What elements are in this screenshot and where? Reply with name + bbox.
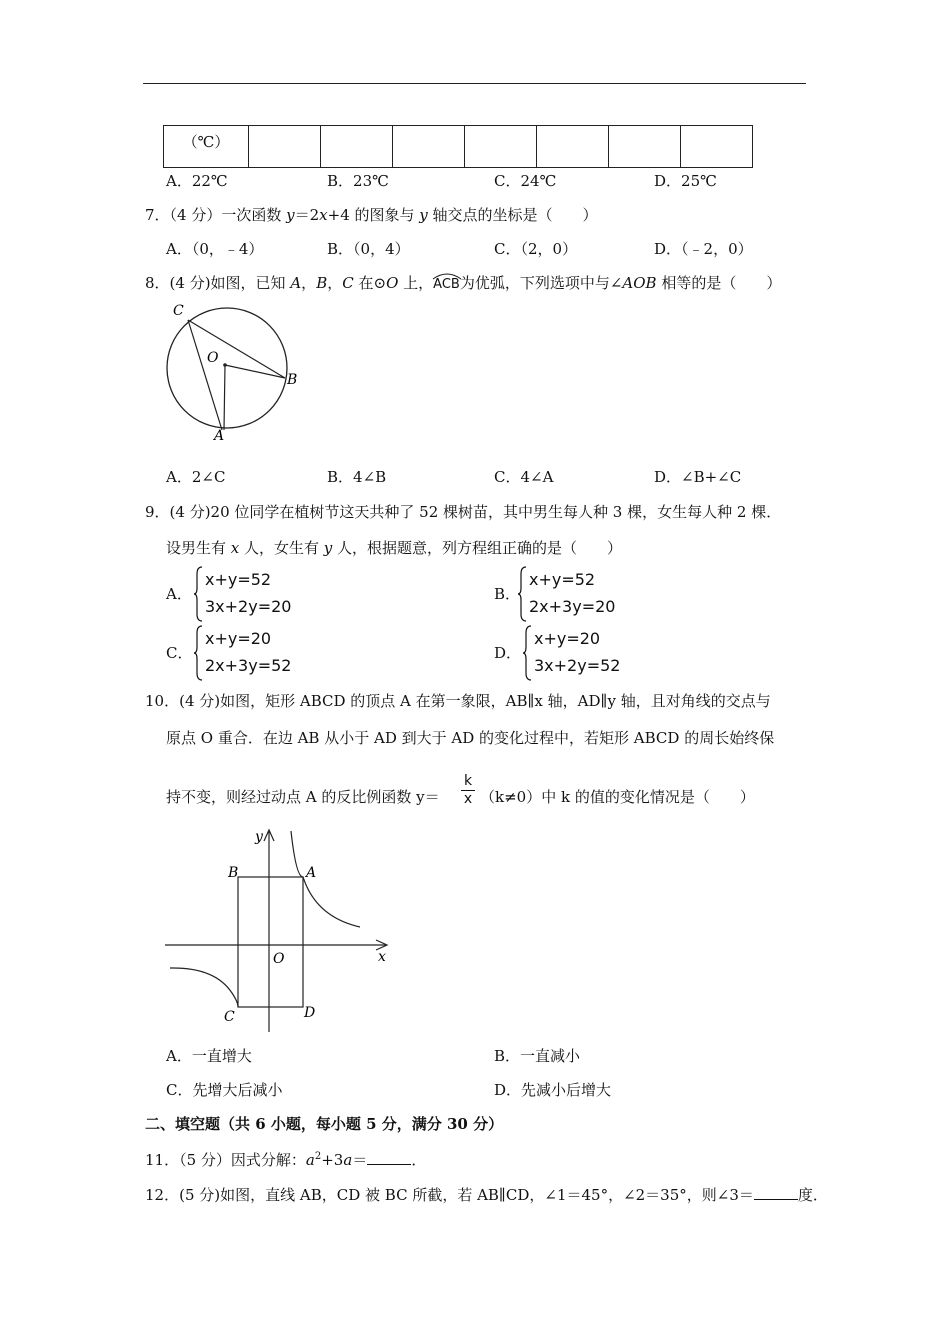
label-c: C [173,303,184,319]
label-a: A [214,428,225,444]
rectangle-hyperbola-figure [160,825,400,1035]
q9-option-c-label: C． [166,644,193,662]
brace-icon [522,625,532,681]
q8-option-b: B．4∠B [327,468,387,486]
equation-1: x+y=52 [205,570,272,589]
section-heading: 二、填空题（共 6 小题，每小题 5 分，满分 30 分） [145,1115,504,1133]
hyperbola-branch-1 [291,831,360,927]
center-point [223,363,227,367]
q10-line-1: 10．(4 分)如图，矩形 ABCD 的顶点 A 在第一象限，AB∥x 轴，AD∥y 轴，且对角线的交点与 [145,692,771,710]
hyperbola-branch-3 [170,968,238,1007]
label-b: B [228,865,239,881]
q6-option-a: A．22℃ [166,172,228,190]
table-first-cell: （℃） [164,126,249,168]
q9-option-b-label: B． [494,585,521,603]
table-cell [249,126,321,168]
q7-option-c: C．（2，0） [494,240,578,258]
label-o: O [273,951,285,967]
q8-option-d: D．∠B+∠C [654,468,742,486]
q6-option-d: D．25℃ [654,172,717,190]
fraction-numerator: k [463,773,473,789]
table-cell [465,126,537,168]
table-cell [321,126,393,168]
arc-acb: ACB [433,277,460,292]
q10-option-c: C．先增大后减小 [166,1081,283,1099]
equation-2: 2x+3y=20 [529,597,616,616]
q8-stem: 8．(4 分)如图，已知 A，B，C 在⊙O 上， ACB为优弧，下列选项中与∠AOB 相等的是（ ） [145,274,782,292]
equation-2: 3x+2y=20 [205,597,292,616]
segment-cb [188,320,285,378]
q11-stem: 11．（5 分）因式分解：$a^2+3a=$ ． [145,1151,427,1169]
brace-icon [517,566,527,622]
label-x: x [378,949,386,965]
q6-option-b: B．23℃ [327,172,389,190]
q9-option-a-label: A． [166,585,192,603]
equation-1: x+y=52 [529,570,596,589]
answer-blank [367,1150,411,1165]
temperature-table [163,125,753,168]
rectangle-abcd [238,877,303,1007]
q7-option-d: D．（﹣2，0） [654,240,753,258]
table-cell [609,126,681,168]
table-cell [681,126,753,168]
table-cell [393,126,465,168]
q6-option-c: C．24℃ [494,172,557,190]
arc-mark-icon [432,272,462,280]
fraction-k-over-x [461,773,475,807]
q10-line-3b: （k≠0）中 k 的值的变化情况是（ ） [480,788,755,806]
q8-option-c: C．4∠A [494,468,554,486]
circle-figure [160,296,310,446]
label-o: O [207,350,219,366]
label-c: C [224,1009,235,1025]
brace-icon [193,625,203,681]
q10-line-2: 原点 O 重合．在边 AB 从小于 AD 到大于 AD 的变化过程中，若矩形 ABCD 的周长始终保 [166,729,775,747]
segment-oa [224,365,225,430]
header-rule [143,83,806,84]
label-d: D [304,1005,316,1021]
fraction-denominator: x [461,790,475,807]
segment-ob [225,365,285,378]
q9-line-1: 9．(4 分)20 位同学在植树节这天共种了 52 棵树苗，其中男生每人种 3 棵，女生每人种 2 棵． [145,503,782,521]
equation-1: x+y=20 [534,629,601,648]
q9-line-2: 设男生有 x 人，女生有 y 人，根据题意，列方程组正确的是（ ） [166,539,623,557]
label-y: y [255,829,263,845]
answer-blank [754,1185,798,1200]
brace-icon [193,566,203,622]
q10-option-b: B．一直减小 [494,1047,581,1065]
equation-1: x+y=20 [205,629,272,648]
label-b: B [287,372,298,388]
q7-stem: 7．（4 分）一次函数 y＝2x+4 的图象与 y 轴交点的坐标是（ ） [145,206,598,224]
table-cell [537,126,609,168]
q9-option-d-label: D． [494,644,522,662]
q7-option-b: B．（0，4） [327,240,410,258]
q8-option-a: A．2∠C [166,468,226,486]
q10-option-a: A．一直增大 [166,1047,252,1065]
segment-ca [188,320,222,430]
q7-option-a: A．（0，﹣4） [166,240,264,258]
equation-2: 3x+2y=52 [534,656,621,675]
q10-option-d: D．先减小后增大 [494,1081,612,1099]
q12-stem: 12．(5 分)如图，直线 AB，CD 被 BC 所截，若 AB∥CD，∠1＝45°，∠2＝35°，则∠3＝ 度． [145,1186,828,1204]
label-a: A [306,865,317,881]
equation-2: 2x+3y=52 [205,656,292,675]
q10-line-3a: 持不变，则经过动点 A 的反比例函数 y＝ [166,788,440,806]
